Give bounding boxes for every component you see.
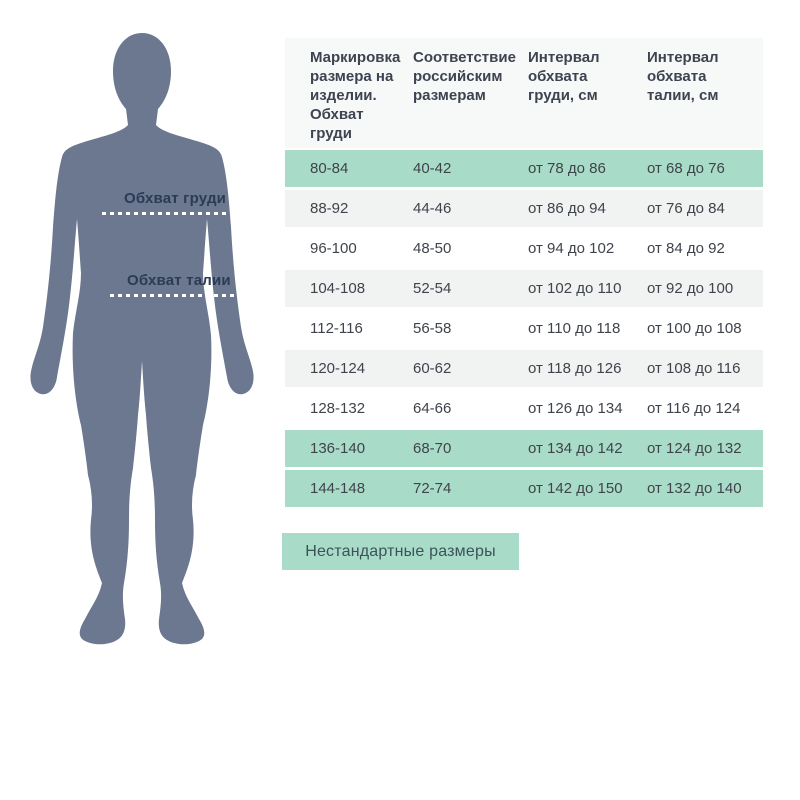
cell-size-marking: 128-132 [310,400,366,417]
cell-chest-interval: от 78 до 86 [528,160,606,177]
table-row [285,390,763,427]
waist-measure-label: Обхват талии [127,272,231,289]
table-row [285,310,763,347]
body-silhouette-figure [25,25,265,655]
cell-russian-size: 44-46 [413,200,452,217]
cell-chest-interval: от 142 до 150 [528,480,623,497]
cell-waist-interval: от 76 до 84 [647,200,725,217]
header-chest-interval: Интервал обхвата груди, см [528,49,600,104]
cell-chest-interval: от 86 до 94 [528,200,606,217]
cell-chest-interval: от 94 до 102 [528,240,615,257]
cell-chest-interval: от 102 до 110 [528,280,622,297]
table-header-row [285,38,763,148]
cell-russian-size: 52-54 [413,280,452,297]
cell-size-marking: 136-140 [310,440,366,457]
cell-russian-size: 48-50 [413,240,452,257]
cell-size-marking: 80-84 [310,160,349,177]
cell-waist-interval: от 84 до 92 [647,240,725,257]
cell-russian-size: 40-42 [413,160,452,177]
cell-size-marking: 120-124 [310,360,366,377]
cell-russian-size: 56-58 [413,320,452,337]
cell-chest-interval: от 126 до 134 [528,400,623,417]
nonstandard-sizes-button[interactable]: Нестандартные размеры [282,533,519,570]
cell-russian-size: 72-74 [413,480,452,497]
cell-chest-interval: от 118 до 126 [528,360,622,377]
cell-size-marking: 112-116 [310,320,363,337]
cell-waist-interval: от 116 до 124 [647,400,741,417]
header-size-marking: Маркировка размера на изделии. Обхват груди [310,49,401,142]
cell-waist-interval: от 68 до 76 [647,160,725,177]
table-row [285,150,763,187]
cell-russian-size: 64-66 [413,400,452,417]
cell-size-marking: 88-92 [310,200,349,217]
header-russian-size: Соответствие российским размерам [413,49,516,104]
cell-russian-size: 60-62 [413,360,452,377]
table-row [285,230,763,267]
table-row [285,270,763,307]
table-row [285,470,763,507]
cell-waist-interval: от 100 до 108 [647,320,742,337]
header-waist-interval: Интервал обхвата талии, см [647,49,719,104]
cell-size-marking: 96-100 [310,240,357,257]
chest-dashed-line [102,212,239,215]
table-row [285,430,763,467]
size-table [285,38,763,510]
cell-chest-interval: от 134 до 142 [528,440,623,457]
cell-waist-interval: от 108 до 116 [647,360,741,377]
table-row [285,190,763,227]
cell-waist-interval: от 124 до 132 [647,440,742,457]
waist-dashed-line [110,294,237,297]
table-row [285,350,763,387]
cell-waist-interval: от 132 до 140 [647,480,742,497]
cell-size-marking: 144-148 [310,480,366,497]
cell-chest-interval: от 110 до 118 [528,320,621,337]
chest-measure-label: Обхват груди [124,190,227,207]
male-silhouette-icon [25,25,265,655]
cell-russian-size: 68-70 [413,440,452,457]
cell-size-marking: 104-108 [310,280,366,297]
cell-waist-interval: от 92 до 100 [647,280,734,297]
